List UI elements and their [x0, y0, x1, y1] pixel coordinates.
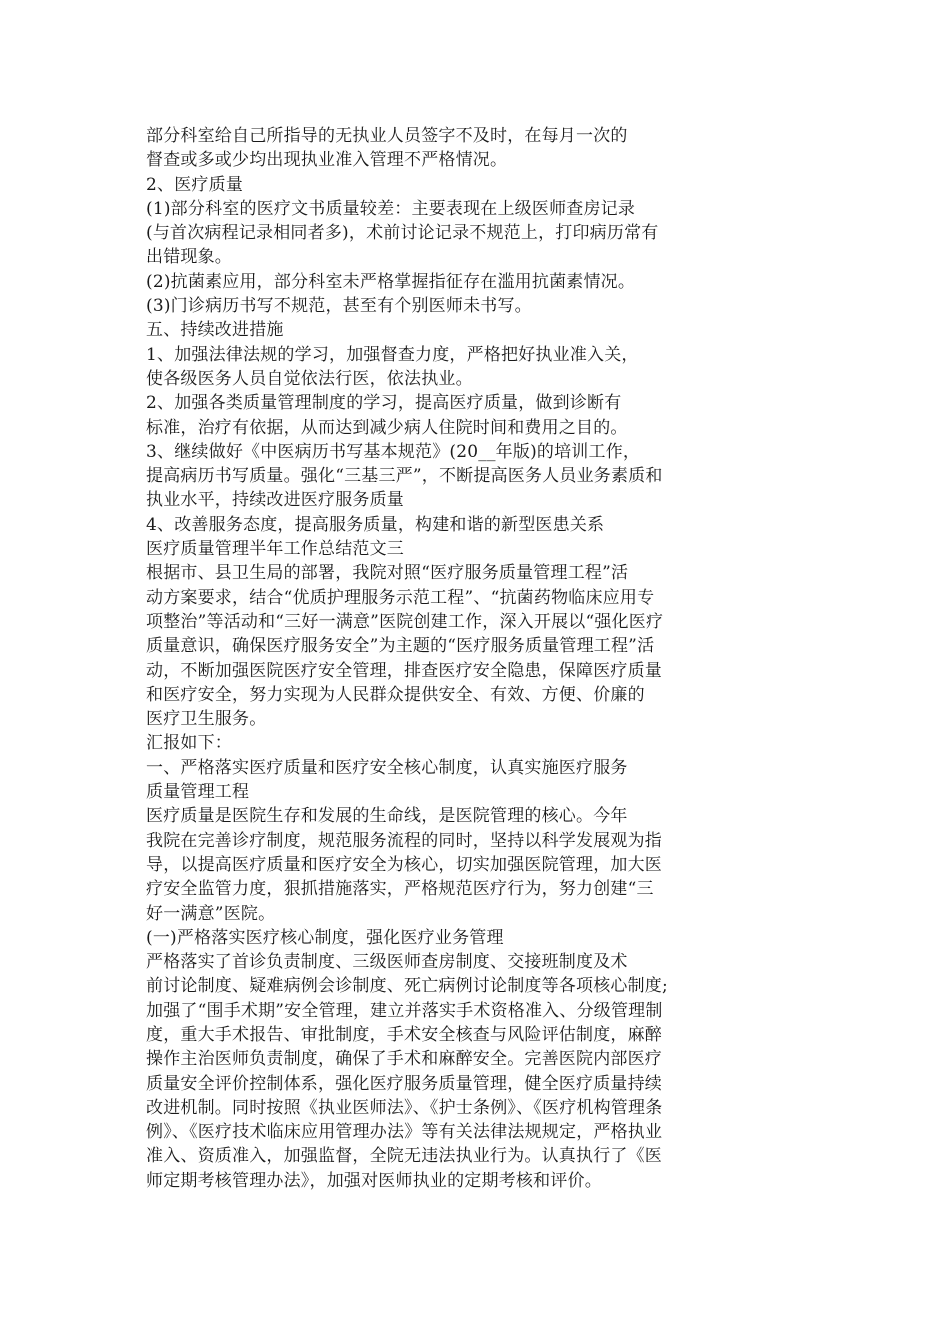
- text-line: 质量管理工程: [146, 782, 250, 803]
- text-line: 质量意识，确保医疗服务安全”为主题的“医疗服务质量管理工程”活: [146, 636, 655, 657]
- text-line: 好一满意”医院。: [146, 903, 276, 924]
- text-line: 医疗质量管理半年工作总结范文三: [146, 539, 404, 560]
- text-line: 标准，治疗有依据，从而达到减少病人住院时间和费用之目的。: [146, 417, 628, 438]
- text-line: (一)严格落实医疗核心制度，强化医疗业务管理: [146, 927, 504, 948]
- text-line: 出错现象。: [146, 247, 232, 268]
- text-line: 师定期考核管理办法》，加强对医师执业的定期考核和评价。: [146, 1170, 602, 1191]
- text-line: 部分科室给自己所指导的无执业人员签字不及时，在每月一次的: [146, 126, 628, 146]
- text-line: 操作主治医师负责制度，确保了手术和麻醉安全。完善医院内部医疗: [146, 1049, 662, 1070]
- text-line: 一、严格落实医疗质量和医疗安全核心制度，认真实施医疗服务: [146, 757, 628, 778]
- text-line: (与首次病程记录相同者多)，术前讨论记录不规范上，打印病历常有: [146, 223, 659, 244]
- text-line: 和医疗安全，努力实现为人民群众提供安全、有效、方便、价廉的: [146, 684, 645, 705]
- text-line: 2、医疗质量: [146, 174, 244, 195]
- text-line: 改进机制。同时按照《执业医师法》、《护士条例》、《医疗机构管理条: [146, 1097, 663, 1118]
- text-line: 4、改善服务态度，提高服务质量，构建和谐的新型医患关系: [146, 514, 605, 535]
- text-line: 度，重大手术报告、审批制度，手术安全核查与风险评估制度，麻醉: [146, 1024, 662, 1045]
- text-line: 动，不断加强医院医疗安全管理，排查医疗安全隐患，保障医疗质量: [146, 660, 662, 681]
- text-line: 医疗卫生服务。: [146, 709, 267, 730]
- text-line: (3)门诊病历书写不规范，甚至有个别医师未书写。: [146, 296, 532, 317]
- text-line: 前讨论制度、疑难病例会诊制度、死亡病例讨论制度等各项核心制度;: [146, 976, 668, 997]
- text-line: 2、加强各类质量管理制度的学习，提高医疗质量，做到诊断有: [146, 393, 622, 414]
- text-line: 执业水平，持续改进医疗服务质量: [146, 490, 404, 511]
- text-line: 严格落实了首诊负责制度、三级医师查房制度、交接班制度及术: [146, 952, 628, 973]
- text-line: 督查或多或少均出现执业准入管理不严格情况。: [146, 150, 508, 171]
- text-line: 准入、资质准入，加强监督，全院无违法执业行为。认真执行了《医: [146, 1146, 662, 1167]
- text-line: (2)抗菌素应用，部分科室未严格掌握指征存在滥用抗菌素情况。: [146, 271, 636, 292]
- text-line: (1)部分科室的医疗文书质量较差：主要表现在上级医师查房记录: [146, 198, 636, 219]
- text-line: 我院在完善诊疗制度，规范服务流程的同时，坚持以科学发展观为指: [146, 830, 662, 851]
- text-line: 质量安全评价控制体系，强化医疗服务质量管理，健全医疗质量持续: [146, 1073, 662, 1094]
- text-line: 提高病历书写质量。强化“三基三严”，不断提高医务人员业务素质和: [146, 466, 663, 487]
- text-line: 根据市、县卫生局的部署，我院对照“医疗服务质量管理工程”活: [146, 563, 629, 584]
- text-line: 例》、《医疗技术临床应用管理办法》等有关法律法规规定，严格执业: [146, 1122, 663, 1143]
- text-line: 加强了“围手术期”安全管理，建立并落实手术资格准入、分级管理制: [146, 1000, 663, 1021]
- text-line: 导，以提高医疗质量和医疗安全为核心，切实加强医院管理，加大医: [146, 854, 662, 875]
- text-line: 疗安全监管力度，狠抓措施落实，严格规范医疗行为，努力创建“三: [146, 879, 654, 900]
- text-line: 动方案要求，结合“优质护理服务示范工程”、“抗菌药物临床应用专: [146, 587, 655, 608]
- text-line: 汇报如下：: [146, 733, 232, 754]
- text-line: 项整治”等活动和“三好一满意”医院创建工作，深入开展以“强化医疗: [146, 611, 664, 632]
- text-line: 五、持续改进措施: [146, 320, 284, 341]
- text-line: 使各级医务人员自觉依法行医，依法执业。: [146, 368, 473, 389]
- document-body: [146, 124, 786, 1193]
- text-line: 3、继续做好《中医病历书写基本规范》(20__年版)的培训工作，: [146, 441, 641, 462]
- text-line: 1、加强法律法规的学习，加强督查力度，严格把好执业准入关，: [146, 344, 639, 365]
- text-line: 医疗质量是医院生存和发展的生命线，是医院管理的核心。今年: [146, 806, 628, 827]
